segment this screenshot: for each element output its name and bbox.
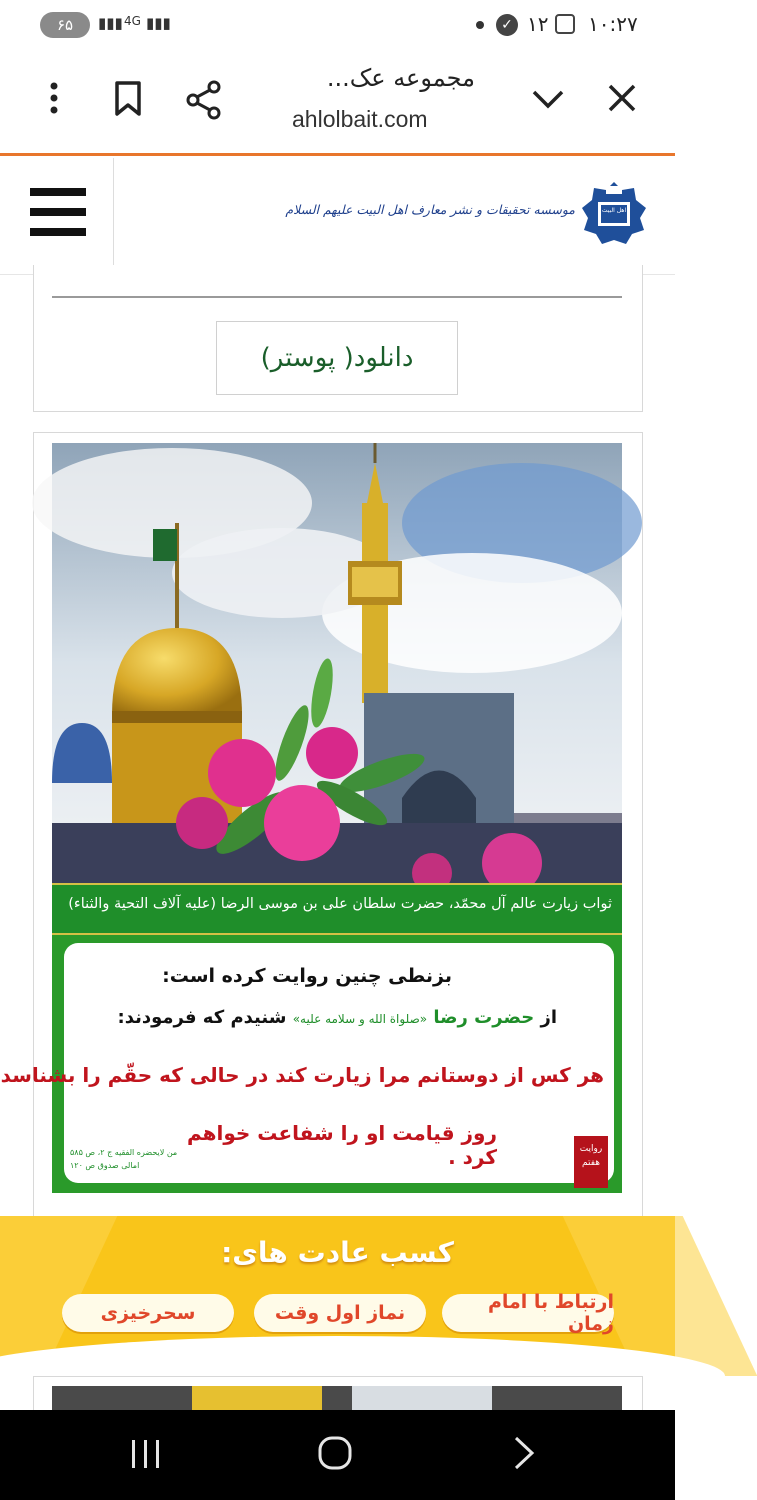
poster-line-2d: شنیدم که فرمودند:: [117, 1007, 287, 1028]
more-options-icon[interactable]: [44, 80, 64, 120]
poster-headline: ثواب زیارت عالم آل محمّد، حضرت سلطان علی بن موسی الرضا (علیه آلاف التحیة والثناء): [68, 896, 612, 912]
shield-check-icon: ✓: [496, 14, 518, 36]
close-icon[interactable]: [606, 82, 638, 114]
poster-line-2b: حضرت رضا: [433, 1007, 535, 1028]
battery-indicator: ۶۵: [40, 12, 90, 38]
poster-image[interactable]: [0, 443, 622, 1193]
poster-source-2: امالی صدوق ص ۱۲۰: [70, 1161, 140, 1170]
poster-quote-1: هر کس از دوستانم مرا زیارت کند در حالی که حقّم را بشناسد: [0, 1063, 604, 1087]
download-poster-button[interactable]: دانلود( پوستر): [216, 321, 458, 395]
clock: ۱۰:۲۷: [588, 12, 638, 36]
screenshot-icon: [555, 14, 575, 34]
home-icon[interactable]: [318, 1436, 352, 1470]
signal-icon-2: ▮▮▮: [146, 14, 171, 32]
banner-title: کسب عادت های:: [221, 1236, 454, 1269]
poster-line-2a: از: [540, 1007, 557, 1028]
habit-pill-imam: ارتباط با امام زمان: [442, 1294, 614, 1332]
share-icon[interactable]: [184, 80, 224, 120]
next-card-image-detail-2: [352, 1386, 492, 1410]
network-type: 4G: [124, 14, 141, 28]
bookmark-icon[interactable]: [112, 80, 144, 118]
back-icon[interactable]: [512, 1436, 536, 1470]
url-text[interactable]: ahlolbait.com: [292, 106, 428, 132]
card-divider: [52, 296, 622, 298]
site-logo-emblem[interactable]: [580, 180, 648, 248]
system-nav-bar: [0, 1410, 675, 1500]
habit-pill-dawn: سحرخیزی: [62, 1294, 234, 1332]
poster-line-2c: «صلواة الله و سلامه علیه»: [292, 1012, 428, 1026]
site-logo-text[interactable]: موسسه تحقیقات و نشر معارف اهل البیت علیهم السلام: [285, 202, 575, 217]
poster-source-1: من لایحضره الفقیه ج ۲، ص ۵۸۵: [70, 1148, 178, 1157]
dot-icon: [476, 21, 484, 29]
next-card-image-detail: [192, 1386, 322, 1410]
signal-icon: ▮▮▮: [98, 14, 123, 32]
poster-line-2: [82, 1007, 557, 1028]
page-title: مجموعه عک...: [326, 64, 475, 92]
status-bar: [0, 0, 675, 52]
hamburger-menu-icon[interactable]: [30, 188, 86, 236]
chevron-down-icon[interactable]: [530, 84, 566, 116]
recents-icon[interactable]: [130, 1440, 162, 1468]
notification-count: ۱۲: [527, 12, 549, 36]
poster-tag: روایت هفتم: [574, 1136, 608, 1188]
logo-emblem-text: اهل البیت: [601, 207, 627, 214]
site-header: [0, 156, 675, 275]
browser-toolbar: [0, 52, 675, 154]
shrine-photo: [52, 443, 622, 883]
poster-line-1: بزنطی چنین روایت کرده است:: [162, 965, 452, 987]
habits-banner[interactable]: [0, 1216, 675, 1376]
next-card-image[interactable]: [52, 1386, 622, 1410]
header-divider: [113, 158, 114, 268]
poster-quote-2: روز قیامت او را شفاعت خواهم کرد .: [186, 1121, 497, 1169]
habit-pill-prayer: نماز اول وقت: [254, 1294, 426, 1332]
